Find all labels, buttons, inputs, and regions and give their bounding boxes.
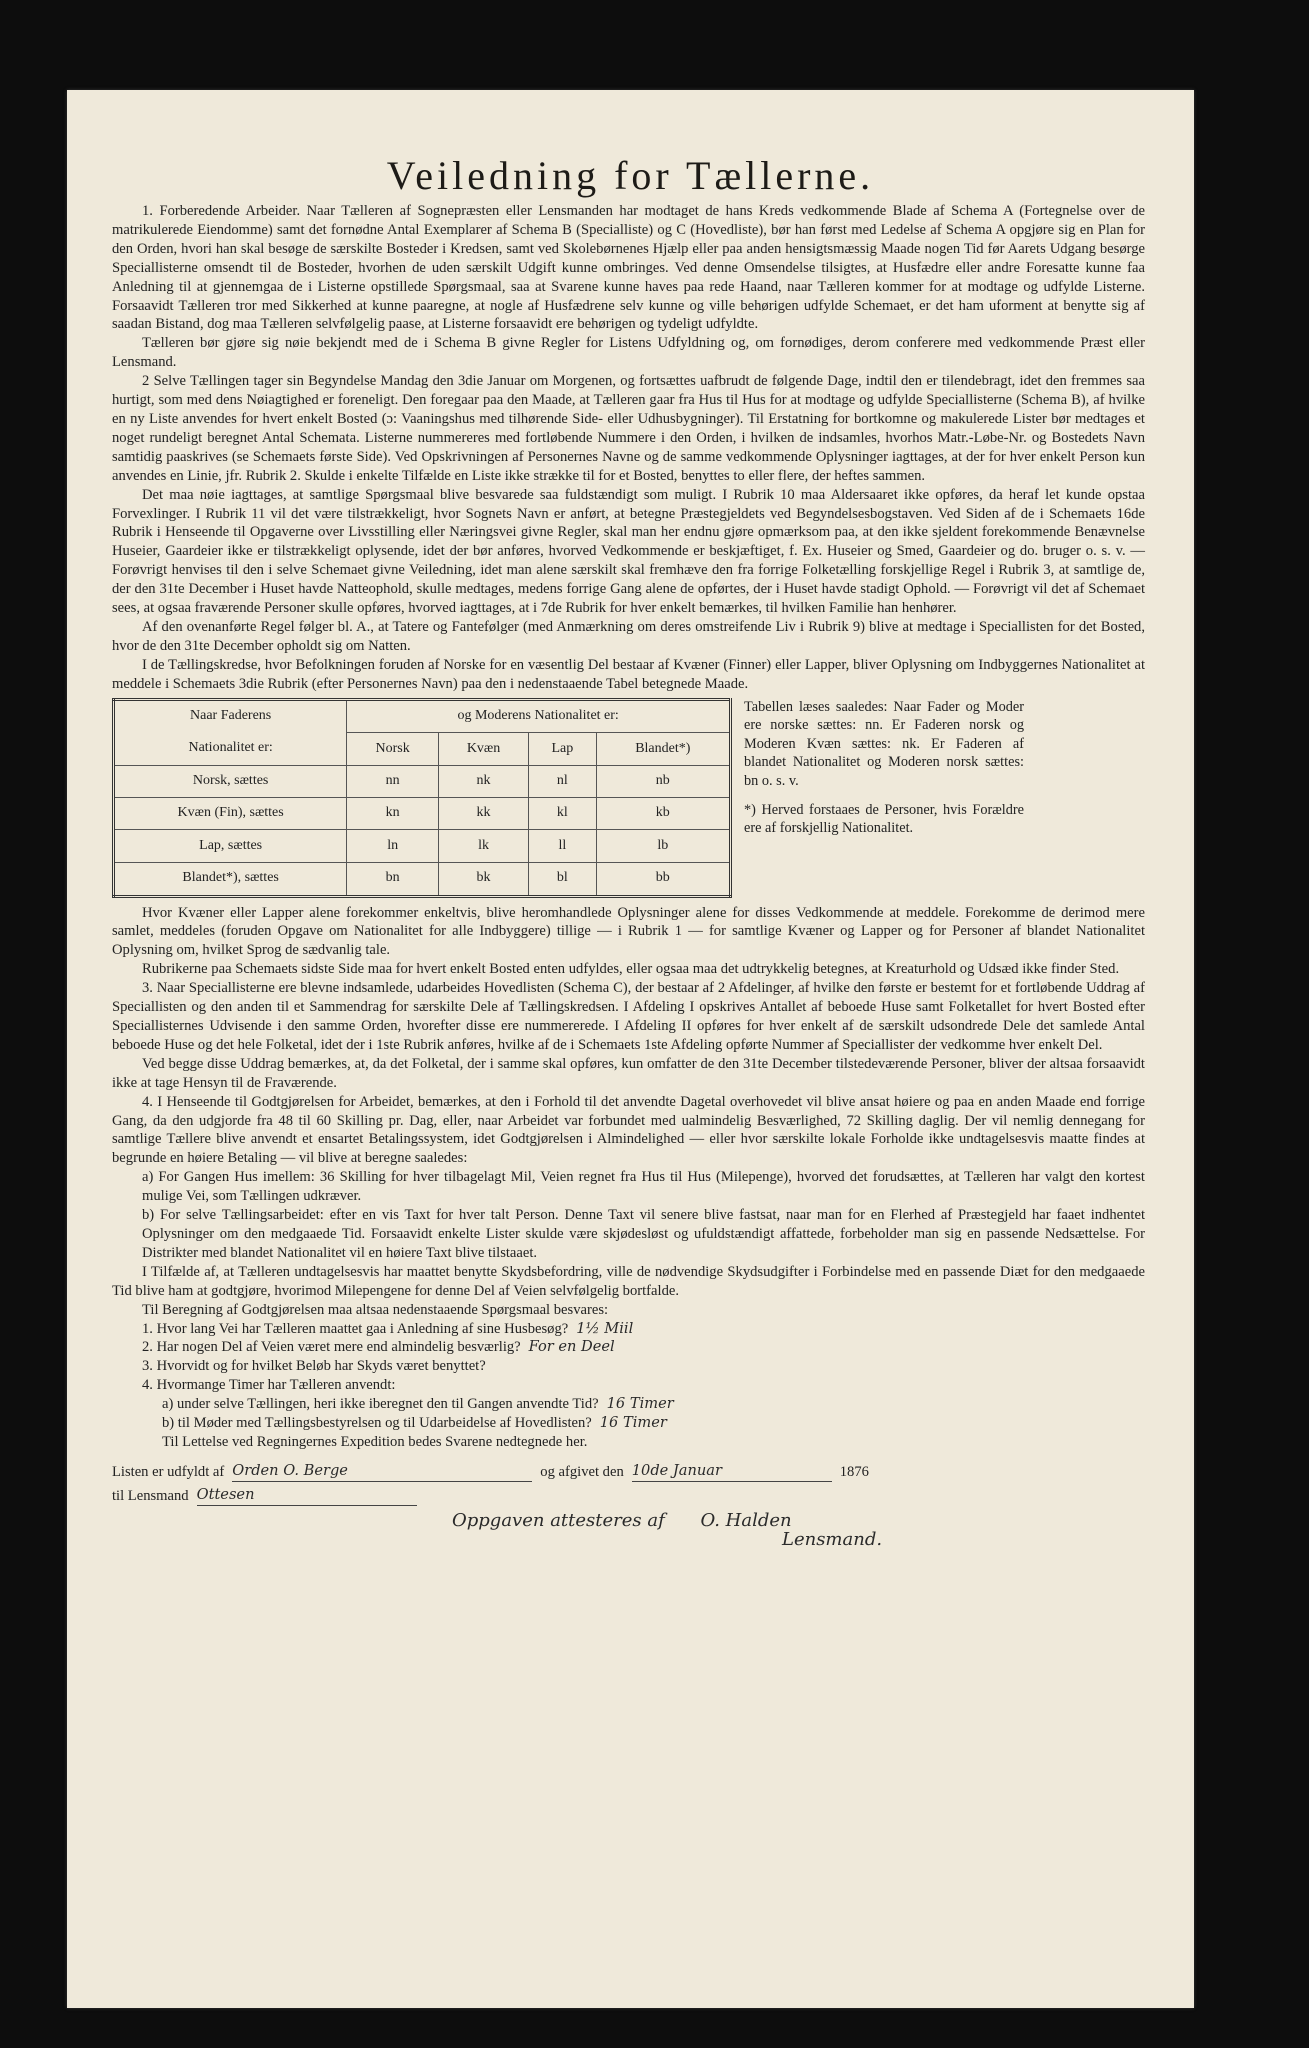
paragraph-10: Ved begge disse Uddrag bemærkes, at, da det Folketal, der i samme skal opføres, kun omfatter de den 31te December tilstedeværende Personer, bliver der altsaa forsaavidt ikke at tage Hensyn til de Fraværende. [112, 1055, 1145, 1091]
question-row [142, 1320, 1145, 1339]
table-head-left-2: Nationalitet er: [114, 733, 347, 765]
table-cell: ll [529, 830, 596, 862]
paragraph-2: Tælleren bør gjøre sig nøie bekjendt med de i Schema B givne Regler for Listens Udfyldning og, om fornødiges, derom conferere med vedkommende Præst eller Lensmand. [112, 335, 1145, 371]
table-note-reading: Tabellen læses saaledes: Naar Fader og Moder ere norske sættes: nn. Er Faderen norsk og Moderen Kvæn sættes: nk. Er Faderen af blandet Nationalitet og Moderen norsk sættes: bn o. s. v. [744, 698, 1024, 789]
signature-block [112, 1509, 1145, 1550]
question-text: 2. Har nogen Del af Veien været mere end almindelig besværlig? [142, 1339, 521, 1356]
footer-line-2 [112, 1486, 1145, 1506]
lensmand-value: Ottesen [197, 1486, 417, 1506]
row-label: Blandet*), sættes [114, 862, 347, 896]
paragraph-3: 2 Selve Tællingen tager sin Begyndelse Mandag den 3die Januar om Morgenen, og fortsættes uafbrudt de følgende Dage, indtil den er tilendebragt, idet den fremmes saa hurtigt, som med dens Nøiagtighed er foreneligt. Den foregaar paa den Maade, at Tælleren gaar fra Hus til Hus for at modtage og udfylde Speciallisterne (Schema B), af hvilke en ny Liste anvendes for hvert enkelt Bosted (ɔ: Vaaningshus med tilhørende Side- eller Udhusbygninger). Til Erstatning for bortkomne og makulerede Lister bør medtages et noget rundeligt beregnet Antal Schemata. Listerne nummereres med fortløbende Nummere i den Orden, i hvilken de indsamles, hvorhos Matr.-Løbe-Nr. og Bostedets Navn samtidig paaskrives (se Schemaets første Side). Ved Opskrivningen af Personernes Navne og de samme vedkommende Oplysninger iagttages, at der for hver enkelt Person kun anvendes en Linie, jfr. Rubrik 2. Skulde i enkelte Tilfælde en Liste ikke strække til for et Bosted, benyttes to eller flere, der heftes sammen. [112, 373, 1145, 484]
table-explanation [744, 698, 1024, 898]
question-row [142, 1414, 1145, 1433]
instruction-text [112, 202, 1145, 1549]
paragraph-11: 4. I Henseende til Godtgjørelsen for Arbeidet, bemærkes, at den i Forhold til det anvendte Dagetal overhovedet vil blive ansat høiere og paa en anden Maade end forrige Gang, da den udgjorde fra 48 til 60 Skilling pr. Dag, eller, naar Arbeidet var forbundet med ualmindelig Besværlighed, 72 Skilling daglig. Der vil nemlig dennegang for samtlige Tællere blive anvendt et ensartet Betalingssystem, idet Godtgjørelsen i Almindelighed — eller hvor særskilte lokale Forholde ikke undtagelsesvis maatte findes at begrunde en høiere Betaling — vil blive at beregne saaledes: [112, 1093, 1145, 1167]
question-row [142, 1357, 1145, 1376]
table-cell: ln [347, 830, 439, 862]
footer-line-1 [112, 1462, 1145, 1482]
table-note-footnote: *) Herved forstaaes de Personer, hvis Forældre ere af forskjellig Nationalitet. [744, 801, 1024, 837]
question-text: 1. Hvor lang Vei har Tælleren maattet gaa i Anledning af sine Husbesøg? [142, 1320, 569, 1337]
handwritten-answer: 16 Timer [599, 1414, 667, 1432]
payment-item-a: a) For Gangen Hus imellem: 36 Skilling for hver tilbagelagt Mil, Veien regnet fra Hus til Hus (Milepenge), hvorved det forudsættes, at Tælleren har valgt den kortest mulige Vei, som Tællingen udkræver. [142, 1169, 1145, 1205]
paragraph-1: 1. Forberedende Arbeider. Naar Tælleren af Sognepræsten eller Lensmanden har modtaget de hans Kreds vedkommende Blade af Schema A (Fortegnelse over de matrikulerede Eiendomme) samt det fornødne Antal Exemplarer af Schema B (Specialliste) og C (Hovedliste), bør han først med Ledelse af Schema A opgjøre sig en Plan for den Orden, hvori han skal besøge de særskilte Bosteder i Kredsen, samt ved Skolebørnenes Hjælp eller paa anden hensigtsmæssig Maade nogen Tid før Aarets Udgang besørge Speciallisterne omsendt til de Bosteder, hvorhen de uden særskilt Udgift kunne ombringes. Ved denne Omsendelse tilsigtes, at Husfædre eller andre Foresatte kunne faa Anledning til at gjennemgaa de i Listerne opstillede Spørgsmaal, saa at Svarene kunne haves paa rede Haand, naar Tælleren kommer for at modtage og udfylde Listerne. Forsaavidt Tælleren tror med Sikkerhed at kunne paaregne, at nogle af Husfædrene selv kunne og ville behørigen udfylde Schemaet, er det ham uforment at benytte sig af saadan Bistand, dog maa Tælleren selvfølgelig paase, at Listerne forsaavidt ere behørigen og tydeligt udfyldte. [112, 203, 1145, 333]
question-text: 3. Hvorvidt og for hvilket Beløb har Skyds været benyttet? [142, 1358, 486, 1375]
paragraph-4: Det maa nøie iagttages, at samtlige Spørgsmaal blive besvarede saa fuldstændigt som muligt. I Rubrik 10 maa Aldersaaret ikke opføres, da heraf let kunde opstaa Forvexlinger. I Rubrik 11 vil det være tilstrækkeligt, hvor Sognets Navn er anført, at betegne Præstegjeldets ved Begyndelsesbogstaven. Ved Siden af de i Schemaets 16de Rubrik i Henseende til Opgaverne over Livsstilling eller Næringsvei givne Regler, skal man her endnu gjøre opmærksom paa, at den ikke sjeldent forekommende Benævnelse Huseier, Gaardeier ikke er tilstrækkeligt oplysende, idet der bør anføres, hvorved Vedkommende er beskjæftiget, f. Ex. Huseier og Smed, Gaardeier og do. bruger o. s. v. — Forøvrigt henvises til den i selve Schemaet givne Veiledning, idet man alene særskilt skal fremhæve den fra forrige Folketælling forskjellige Regel i Rubrik 3, at samtlige de, der den 31te December i Huset havde Natteophold, skulle medtages, medens forrige Gang alene de opførtes, der i Huset havde stadigt Ophold. — Forøvrigt vil det af Schemaet sees, at ogsaa fraværende Personer skulle opføres, hvorved iagttages, at i 7de Rubrik for hver enkelt bemærkes, til hvilken Familie han henhører. [112, 486, 1145, 617]
table-cell: lk [438, 830, 528, 862]
table-cell: bl [529, 862, 596, 896]
handwritten-answer: 1½ Miil [576, 1319, 634, 1337]
liste-label: Listen er udfyldt af [112, 1463, 225, 1480]
table-cell: nk [438, 765, 528, 797]
question-text: a) under selve Tællingen, heri ikke iberegnet den til Gangen anvendte Tid? [162, 1396, 599, 1413]
table-cell: bk [438, 862, 528, 896]
table-row [114, 765, 731, 797]
payment-item-b: b) For selve Tællingsarbeidet: efter en vis Taxt for hver talt Person. Denne Taxt vil senere blive fastsat, naar man for en Flerhed af Præstegjeld har faaet indhentet Oplysninger om den medgaaede Tid. Forsaavidt enkelte Lister skulde være skjødesløst og ufuldstændigt affattede, forbeholder man sig en passende Nedsættelse. For Distrikter med blandet Nationalitet vil en høiere Taxt blive tilstaaet. [142, 1207, 1145, 1261]
table-head-group: og Moderens Nationalitet er: [347, 699, 731, 733]
questions-intro: Til Beregning af Godtgjørelsen maa altsaa nedenstaaende Spørgsmaal besvares: [142, 1301, 609, 1318]
question-text: b) til Møder med Tællingsbestyrelsen og til Udarbeidelse af Hovedlisten? [162, 1415, 592, 1432]
nationality-table-section [112, 698, 1145, 898]
question-row [142, 1338, 1145, 1357]
question-row [142, 1395, 1145, 1414]
table-cell: bn [347, 862, 439, 896]
table-cell: kn [347, 798, 439, 830]
table-col-header: Kvæn [438, 733, 528, 765]
table-cell: kb [596, 798, 730, 830]
census-instruction-page [67, 90, 1194, 2008]
table-cell: nl [529, 765, 596, 797]
afgivet-value: 10de Januar [632, 1462, 832, 1482]
row-label: Lap, sættes [114, 830, 347, 862]
table-row [114, 798, 731, 830]
paragraph-7: Hvor Kvæner eller Lapper alene forekommer enkeltvis, blive heromhandlede Oplysninger alene for disses Vedkommende at meddele. Forekomme de derimod mere samlet, meddeles (foruden Opgave om Nationalitet for alle Indbyggere) tillige — i Rubrik 1 — for samtlige Kvæner og Lapper og for Personer af blandet Nationalitet Oplysning om, hvilket Sprog de sædvanlig tale. [112, 904, 1145, 959]
paragraph-6: I de Tællingskredse, hvor Befolkningen foruden af Norske for en væsentlig Del bestaar af Kvæner (Finner) eller Lapper, bliver Oplysning om Indbyggernes Nationalitet at meddele i Schemaets 3die Rubrik (efter Personernes Navn) paa den i nedenstaaende Tabel betegnede Maade. [112, 656, 1145, 692]
row-label: Norsk, sættes [114, 765, 347, 797]
table-col-header: Blandet*) [596, 733, 730, 765]
table-cell: nn [347, 765, 439, 797]
paragraph-12: I Tilfælde af, at Tælleren undtagelsesvis har maattet benytte Skydsbefordring, ville de nødvendige Skydsudgifter i Forbindelse med en passende Diæt for den medgaaede Tid blive ham at godtgjøre, hvorimod Milepengene for denne Del af Veien selvfølgelig bortfalde. [112, 1263, 1145, 1299]
handwritten-answer: 16 Timer [606, 1395, 674, 1413]
row-label: Kvæn (Fin), sættes [114, 798, 347, 830]
paragraph-5: Af den ovenanførte Regel følger bl. A., at Tatere og Fantefølger (med Anmærkning om deres omstreifende Liv i Rubrik 9) blive at medtage i Speciallisten for det Bosted, hvor de den 31te December opholdt sig om Natten. [112, 618, 1145, 654]
signature-title: Lensmand. [782, 1528, 883, 1550]
table-head-left-1: Naar Faderens [114, 699, 347, 733]
questions-list [112, 1320, 1145, 1452]
signature-name: O. Halden [700, 1509, 792, 1531]
lensmand-label: til Lensmand [112, 1487, 189, 1504]
nationality-table [112, 698, 732, 898]
payment-items [112, 1168, 1145, 1263]
signature-attest: Oppgaven attesteres af [452, 1509, 665, 1531]
table-row [114, 862, 731, 896]
question-text: 4. Hvormange Timer har Tælleren anvendt: [142, 1377, 396, 1394]
closing-note: Til Lettelse ved Regningernes Expedition bedes Svarene nedtegnede her. [162, 1433, 588, 1450]
paragraph-9: 3. Naar Speciallisterne ere blevne indsamlede, udarbeides Hovedlisten (Schema C), der bestaar af 2 Afdelinger, af hvilke den første er bestemt for et fortløbende Uddrag af Speciallisten og den anden til et Sammendrag for særskilte Dele af Tællingskredsen. I Afdeling I opskrives Antallet af beboede Huse samt Folketallet for hvert Bosted efter Speciallisternes Udvisende i den samme Orden, hvorefter disse ere nummererede. I Afdeling II opføres for hver enkelt af de særskilt udsondrede Dele det samlede Antal beboede Huse og det hele Folketal, idet der i 1ste Rubrik anføres, hvilke af de i Schemaets 1ste Afdeling opførte Nummer af Speciallister der vedkomme hver enkelt Del. [112, 980, 1145, 1053]
table-cell: kk [438, 798, 528, 830]
table-cell: lb [596, 830, 730, 862]
table-cell: nb [596, 765, 730, 797]
liste-value: Orden O. Berge [232, 1462, 532, 1482]
question-row [142, 1376, 1145, 1395]
paragraph-8: Rubrikerne paa Schemaets sidste Side maa for hvert enkelt Bosted enten udfyldes, eller ogsaa maa det udtrykkelig betegnes, at Kreaturhold og Udsæd ikke finder Sted. [142, 961, 1120, 978]
table-col-header: Lap [529, 733, 596, 765]
table-row [114, 830, 731, 862]
table-cell: kl [529, 798, 596, 830]
afgivet-label: og afgivet den [540, 1463, 624, 1480]
page-title: Veiledning for Tællerne. [386, 153, 875, 198]
table-cell: bb [596, 862, 730, 896]
table-col-header: Norsk [347, 733, 439, 765]
year-label: 1876 [839, 1463, 869, 1480]
handwritten-answer: For en Deel [528, 1338, 615, 1356]
